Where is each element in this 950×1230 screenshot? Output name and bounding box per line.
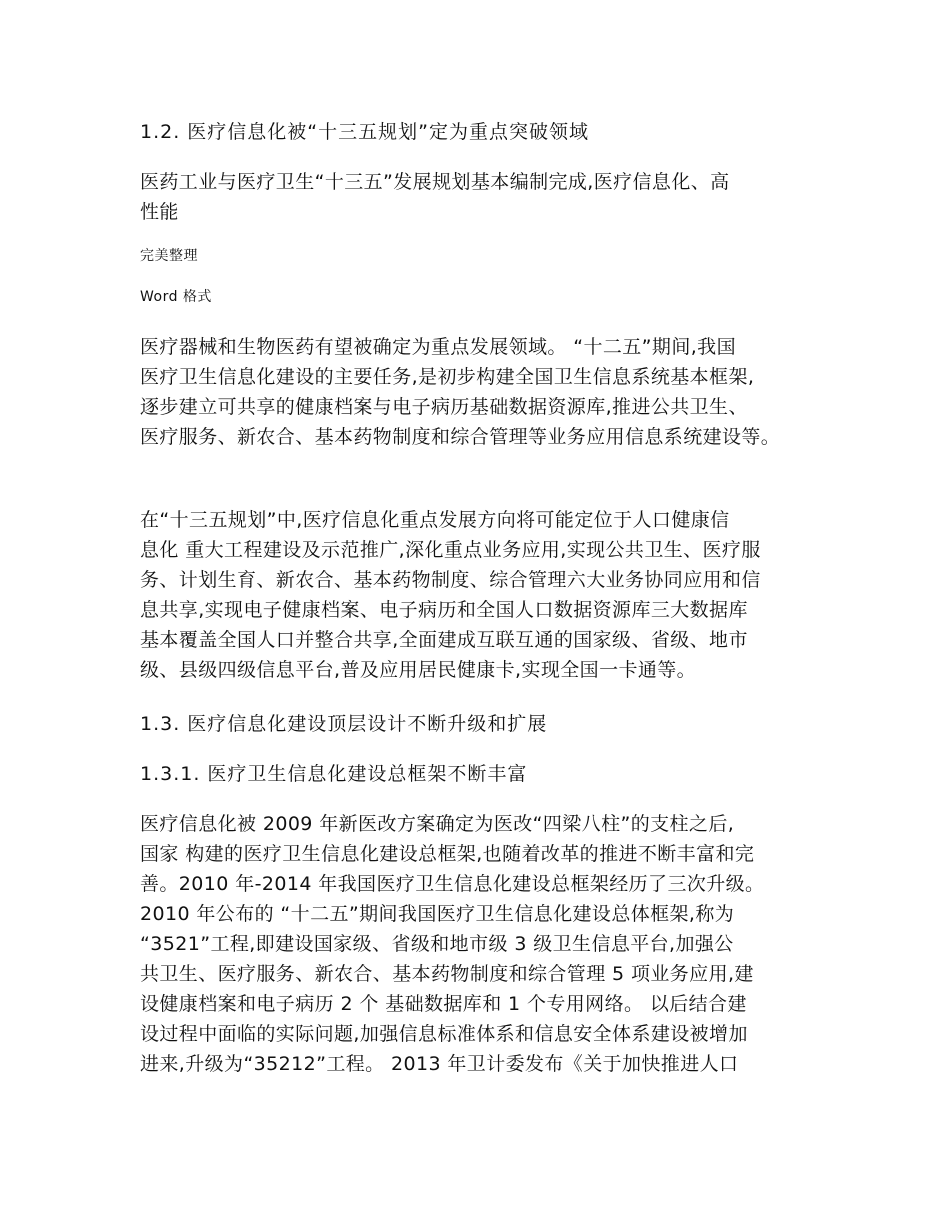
text-line: 设过程中面临的实际问题,加强信息标准体系和信息安全体系建设被增加 [140, 1023, 748, 1045]
text-line: 逐步建立可共享的健康档案与电子病历基础数据资源库,推进公共卫生、 [140, 396, 748, 418]
text-line: 性能 [140, 201, 179, 223]
text-line: 医疗服务、新农合、基本药物制度和综合管理等业务应用信息系统建设等。 [140, 426, 781, 448]
text-line: 级、县级四级信息平台,普及应用居民健康卡,实现全国一卡通等。 [140, 659, 697, 681]
text-line: 医疗器械和生物医药有望被确定为重点发展领域。 “十二五”期间,我国 [140, 336, 736, 358]
text-line: 2010 年公布的 “十二五”期间我国医疗卫生信息化建设总体框架,称为 [140, 903, 735, 925]
paragraph-3 [140, 809, 764, 1079]
text-line: 国家 构建的医疗卫生信息化建设总框架,也随着改革的推进不断丰富和完 [140, 843, 755, 865]
text-line: 医疗信息化被 2009 年新医改方案确定为医改“四梁八柱”的支柱之后, [140, 813, 735, 835]
text-line: 医疗卫生信息化建设的主要任务,是初步构建全国卫生信息系统基本框架, [140, 366, 755, 388]
text-line: 共卫生、医疗服务、新农合、基本药物制度和综合管理 5 项业务应用,建 [140, 963, 754, 985]
text-line: 医药工业与医疗卫生“十三五”发展规划基本编制完成,医疗信息化、高 [140, 171, 730, 193]
text-line: 息化 重大工程建设及示范推广,深化重点业务应用,实现公共卫生、医疗服 [140, 539, 761, 561]
text-line: 务、计划生育、新农合、基本药物制度、综合管理六大业务协同应用和信 [140, 569, 761, 591]
watermark-text-2: Word 格式 [140, 289, 212, 305]
watermark-text-1: 完美整理 [140, 248, 198, 264]
text-line: “3521”工程,即建设国家级、省级和地市级 3 级卫生信息平台,加强公 [140, 933, 734, 955]
text-line: 设健康档案和电子病历 2 个 基础数据库和 1 个专用网络。 以后结合建 [140, 993, 747, 1015]
section-heading-1-3-1: 1.3.1. 医疗卫生信息化建设总框架不断丰富 [140, 763, 528, 785]
intro-paragraph [140, 167, 730, 227]
text-line: 息共享,实现电子健康档案、电子病历和全国人口数据资源库三大数据库 [140, 599, 748, 621]
paragraph-2 [140, 505, 761, 685]
text-line: 在“十三五规划”中,医疗信息化重点发展方向将可能定位于人口健康信 [140, 509, 730, 531]
paragraph-1 [140, 332, 780, 452]
text-line: 进来,升级为“35212”工程。 2013 年卫计委发布《关于加快推进人口 [140, 1053, 739, 1075]
text-line: 基本覆盖全国人口并整合共享,全面建成互联互通的国家级、省级、地市 [140, 629, 748, 651]
section-heading-1-2: 1.2. 医疗信息化被“十三五规划”定为重点突破领域 [140, 121, 589, 143]
section-heading-1-3: 1.3. 医疗信息化建设顶层设计不断升级和扩展 [140, 713, 548, 735]
text-line: 善。2010 年-2014 年我国医疗卫生信息化建设总框架经历了三次升级。 [140, 873, 765, 895]
